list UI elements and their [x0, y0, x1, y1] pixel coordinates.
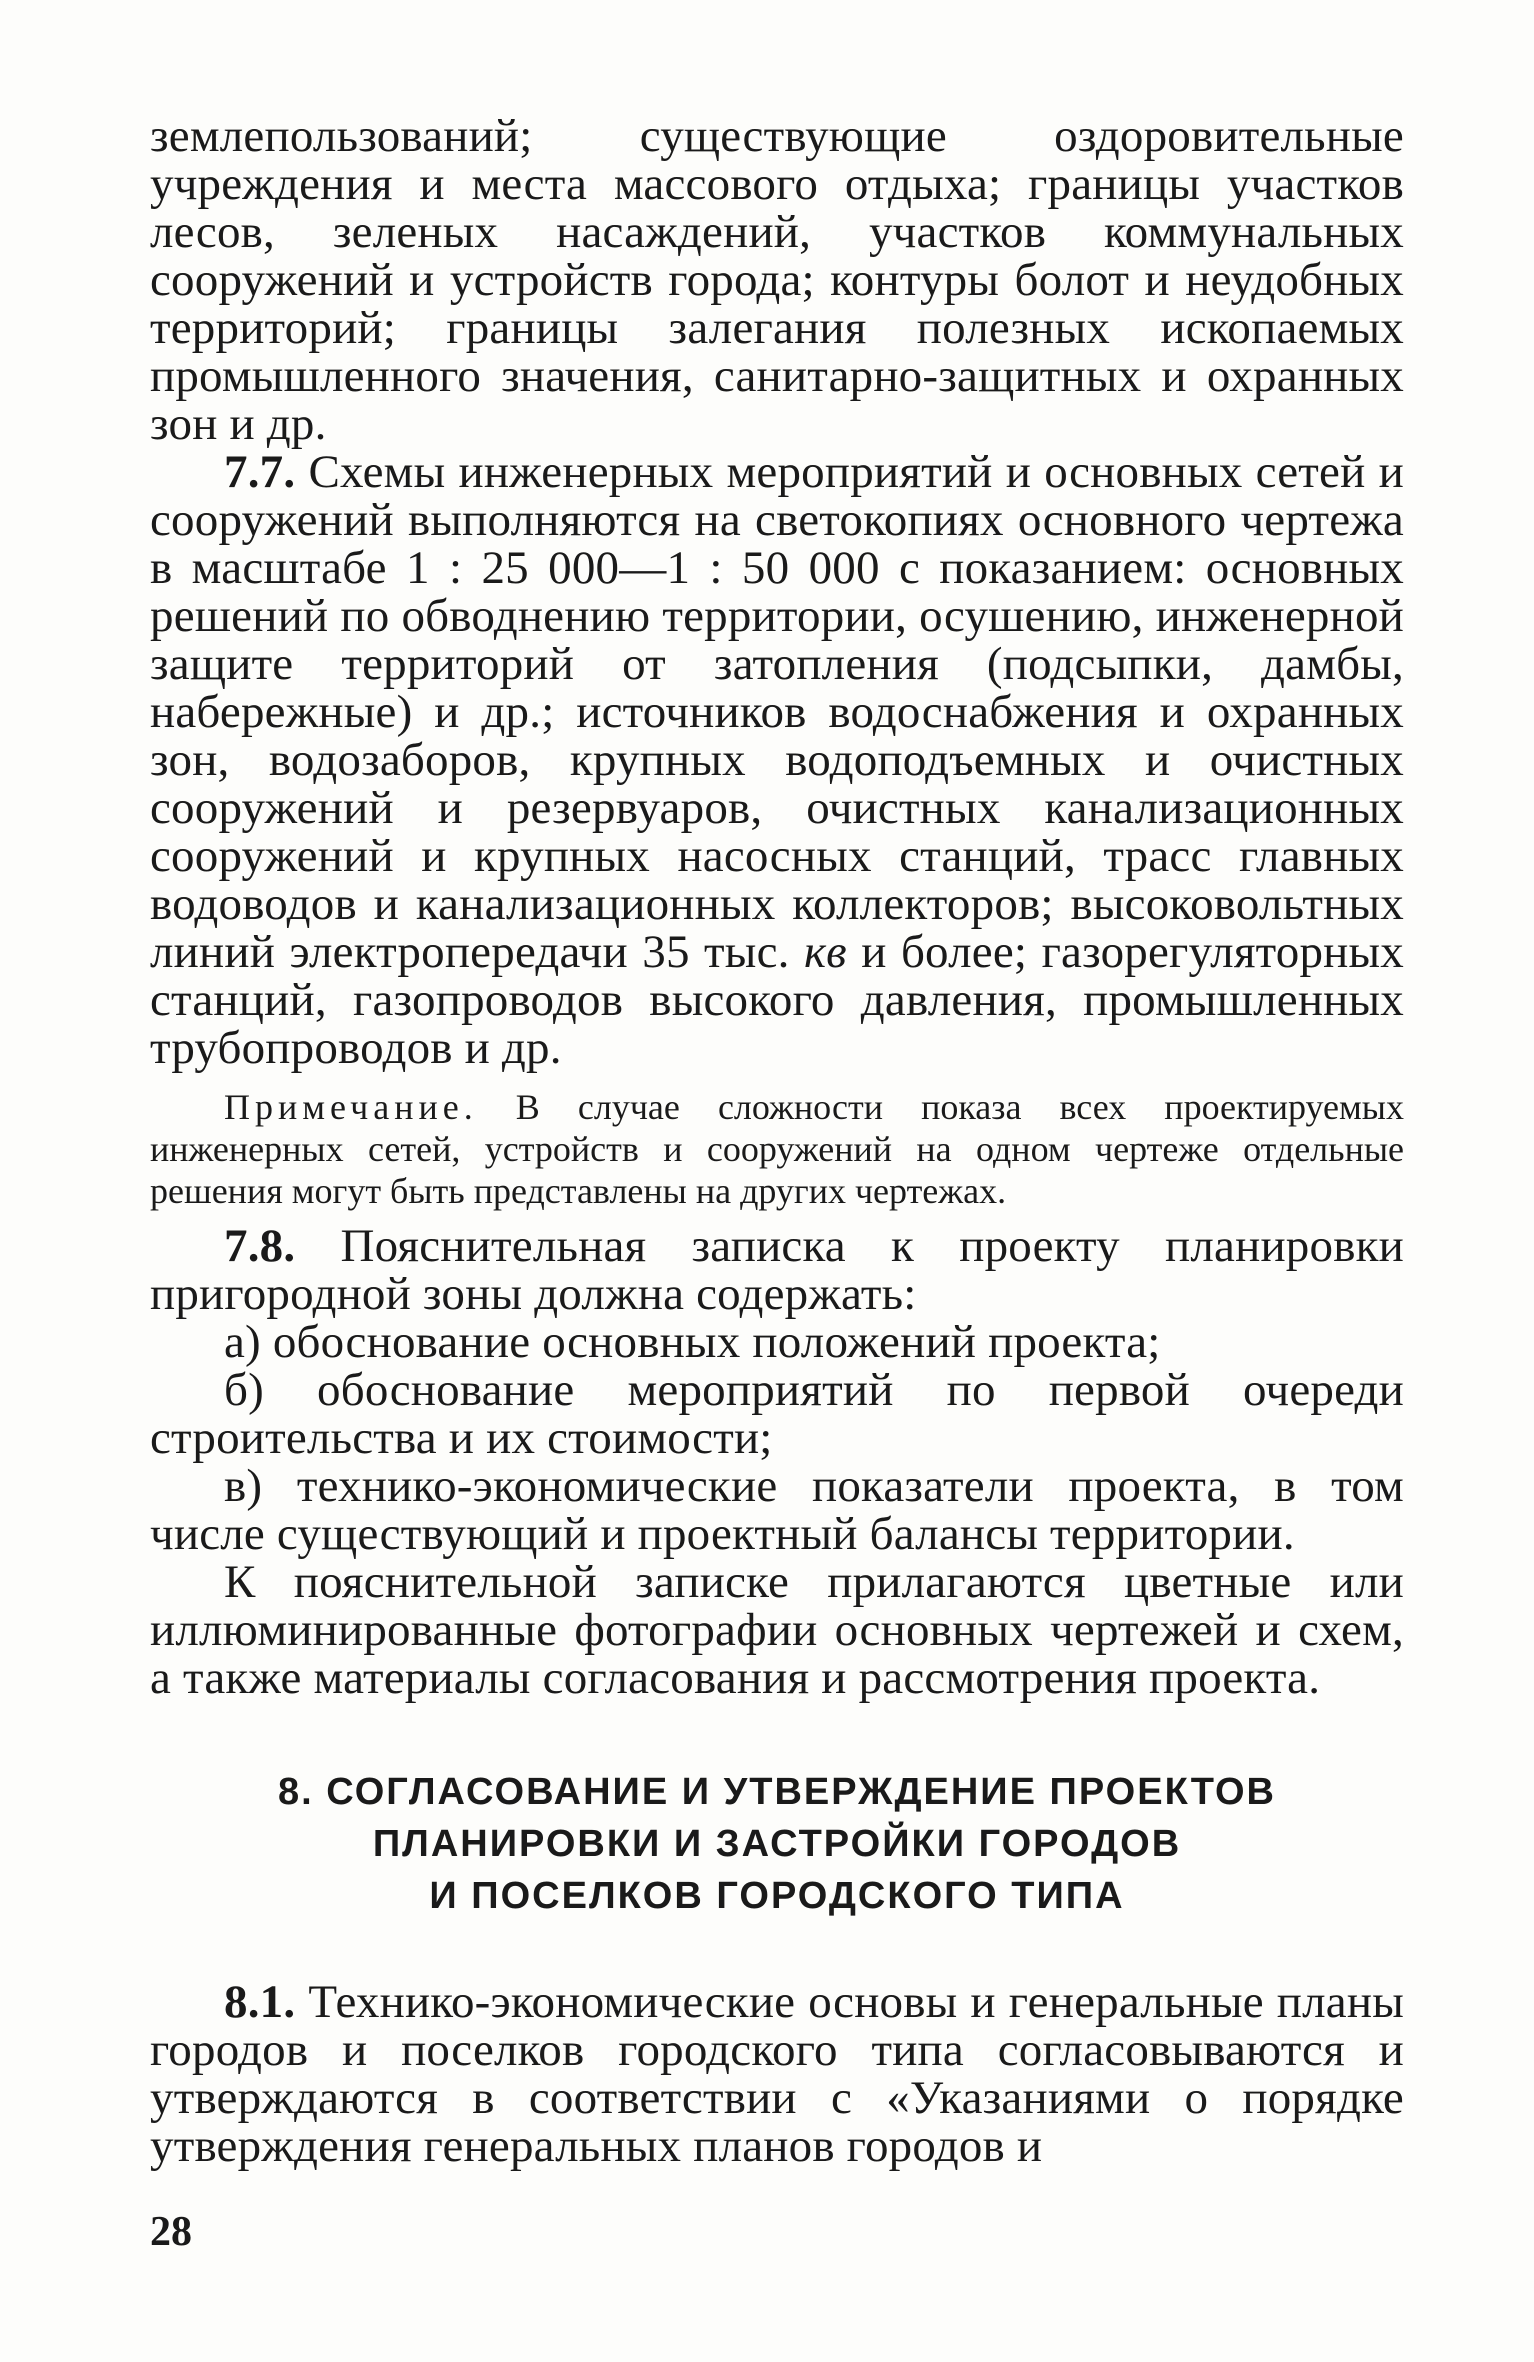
paragraph-7-7-text-b: и более; газорегуляторных станций, газопроводов высокого давления, промышленных трубопроводов и др.: [150, 926, 1404, 1074]
list-item-c: в) технико-экономические показатели проекта, в том числе существующий и проектный балансы территории.: [150, 1460, 1404, 1560]
paragraph-7-8: [150, 1222, 1404, 1318]
paragraph-continuation-text: землепользований; существующие оздоровительные учреждения и места массового отдыха; границы участков лесов, зеленых насаждений, участков коммунальных сооружений и устройств города; контуры болот и неудобных территорий; границы залегания полезных ископаемых промышленного значения, санитарно-защитных и охранных зон и др.: [150, 110, 1404, 450]
note-text: В случае сложности показа всех проектируемых инженерных сетей, устройств и сооружений на одном чертеже отдельные решения могут быть представлены на других чертежах.: [150, 1087, 1404, 1211]
section-heading-line-2: ПЛАНИРОВКИ И ЗАСТРОЙКИ ГОРОДОВ: [372, 1823, 1182, 1865]
paragraph-8-1-number: 8.1.: [224, 1976, 296, 2028]
list-item-b: б) обоснование мероприятий по первой очереди строительства и их стоимости;: [150, 1364, 1404, 1464]
paragraph-7-8-text: Пояснительная записка к проекту планировки пригородной зоны должна содержать:: [150, 1220, 1404, 1320]
list-item-a: а) обоснование основных положений проекта;: [224, 1316, 1161, 1368]
paragraph-7-8-number: 7.8.: [224, 1220, 296, 1272]
paragraph-7-7-number: 7.7.: [224, 446, 296, 498]
page-number: 28: [150, 2209, 192, 2255]
section-heading-line-3: И ПОСЕЛКОВ ГОРОДСКОГО ТИПА: [429, 1875, 1125, 1917]
note: [150, 1086, 1404, 1212]
note-label: Примечание.: [224, 1087, 478, 1127]
paragraph-7-7: [150, 448, 1404, 1072]
paragraph-7-7-text-a: Схемы инженерных мероприятий и основных сетей и сооружений выполняются на светокопиях основного чертежа в масштабе 1 : 25 000—1 : 50 000 с показанием: основных решений по обводнению территории, осушению, инженерной защите территорий от затопления (подсыпки, дамбы, набережные) и др.; источников водоснабжения и охранных зон, водозаборов, крупных водоподъемных и очистных сооружений и резервуаров, очистных канализационных сооружений и крупных насосных станций, трасс главных водоводов и канализационных коллекторов; высоковольтных линий электропередачи 35 тыс.: [150, 446, 1404, 978]
section-heading-line-1: 8. СОГЛАСОВАНИЕ И УТВЕРЖДЕНИЕ ПРОЕКТОВ: [277, 1771, 1276, 1813]
paragraph-8-1-text: Технико-экономические основы и генеральные планы городов и поселков городского типа согласовываются и утверждаются в соответствии с «Указаниями о порядке утверждения генеральных планов городов и: [150, 1976, 1404, 2172]
paragraph-attachments: К пояснительной записке прилагаются цветные или иллюминированные фотографии основных чертежей и схем, а также материалы согласования и рассмотрения проекта.: [150, 1556, 1404, 1704]
paragraph-7-7-unit: кв: [804, 926, 847, 978]
paragraph-8-1: [150, 1978, 1404, 2170]
paragraph-continuation: [150, 112, 1404, 448]
section-heading: [150, 1766, 1404, 1922]
